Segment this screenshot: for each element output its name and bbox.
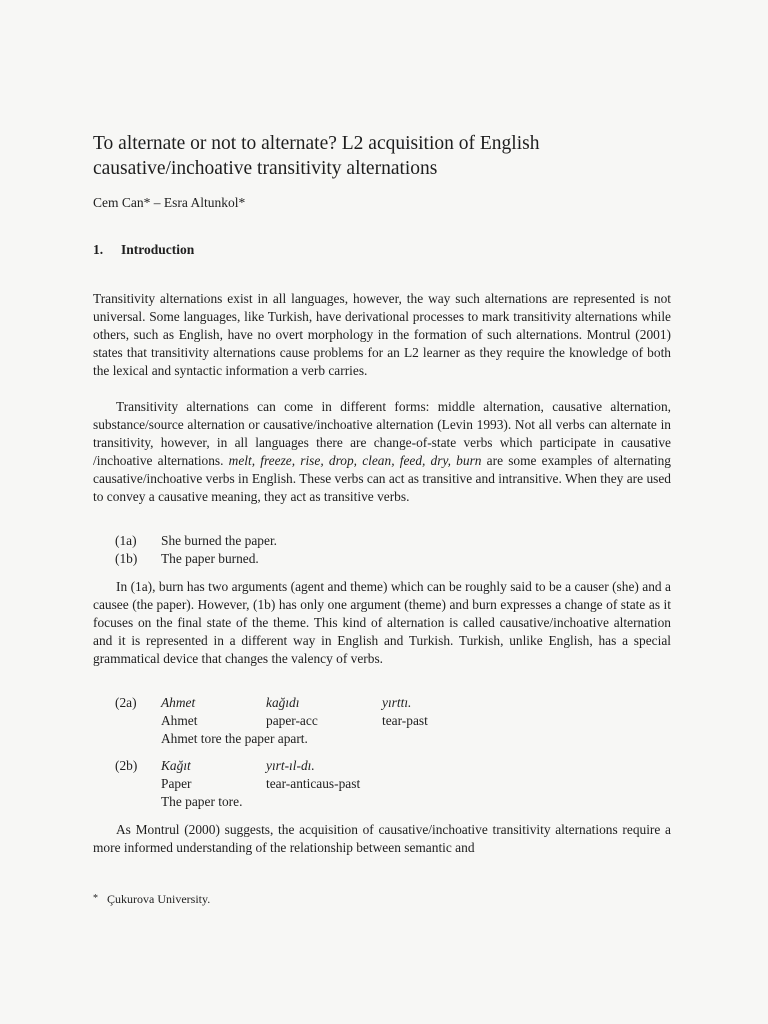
- example-1: [115, 532, 277, 568]
- paragraph-text: As Montrul (2000) suggests, the acquisition of causative/inchoative transitivity alternations require a more informed understanding of the relationship between semantic and: [93, 822, 671, 856]
- section-number: 1.: [93, 242, 104, 257]
- verb-examples: melt, freeze, rise, drop, clean, feed, dry, burn: [228, 453, 482, 469]
- example-2b: [115, 757, 382, 812]
- example-translation-row: [115, 730, 428, 748]
- example-sentence: The paper burned.: [161, 551, 259, 567]
- example-row: [115, 550, 277, 568]
- example-number: (2b): [115, 758, 138, 773]
- paragraph-4: [93, 821, 671, 857]
- footnote-text: Çukurova University.: [107, 892, 211, 906]
- paragraph-text: Transitivity alternations can come in different forms: middle alternation, causative alternation, substance/source alternation or causative/inchoative alternation (Levin 1993). Not all verbs can alternate in transitivity, however, in all languages there are change-of-state verbs which participate in causative /inchoative alternations.: [93, 399, 671, 469]
- example-translation: The paper tore.: [161, 794, 243, 810]
- example-translation: Ahmet tore the paper apart.: [161, 731, 308, 747]
- example-number: (1b): [115, 551, 138, 567]
- example-words-row: [115, 757, 382, 775]
- example-word: Kağıt: [161, 758, 191, 773]
- paragraph-2: [93, 398, 671, 507]
- section-heading: [93, 241, 194, 259]
- example-gloss-row: [115, 775, 382, 793]
- author-line: Cem Can* – Esra Altunkol*: [93, 195, 246, 210]
- example-word: yırt-ıl-dı.: [266, 758, 315, 773]
- paragraph-text: Transitivity alternations exist in all languages, however, the way such alternations are represented is not universal. Some languages, like Turkish, have derivational processes to mark transitivity alternations while others, such as English, have no overt morphology in the formation of such alternations. Montrul (2001) states that transitivity alternations cause problems for an L2 learner as they require the knowledge of both the lexical and syntactic information a verb carries.: [93, 291, 671, 379]
- example-gloss: tear-anticaus-past: [266, 776, 361, 792]
- paper-title: To alternate or not to alternate? L2 acquisition of English causative/inchoative transitivity alternations: [93, 133, 540, 179]
- example-word: Ahmet: [161, 695, 196, 710]
- example-row: [115, 532, 277, 550]
- paragraph-text: are some examples of alternating causative/inchoative verbs in English. These verbs can act as transitive and intransitive. When they are used to convey a causative meaning, they act as transitive verbs.: [93, 453, 671, 505]
- example-gloss: paper-acc: [266, 713, 318, 729]
- example-number: (1a): [115, 533, 137, 548]
- example-gloss-row: [115, 712, 428, 730]
- paragraph-3: [93, 578, 671, 668]
- example-word: yırttı.: [382, 695, 412, 710]
- example-word: kağıdı: [266, 695, 300, 710]
- example-translation-row: [115, 793, 382, 811]
- paragraph-1: [93, 290, 671, 380]
- example-2a: [115, 694, 428, 749]
- example-gloss: Ahmet: [161, 713, 198, 729]
- footnote-mark: *: [93, 893, 98, 904]
- example-sentence: She burned the paper.: [161, 533, 278, 548]
- section-title: Introduction: [121, 242, 195, 257]
- footnote: [93, 891, 210, 907]
- example-words-row: [115, 694, 428, 712]
- paragraph-text: In (1a), burn has two arguments (agent and theme) which can be roughly said to be a causer (she) and a causee (the paper). However, (1b) has only one argument (theme) and burn expresses a change of state as it focuses on the final state of the theme. This kind of alternation is called causative/inchoative alternation and it is represented in a different way in English and Turkish. Turkish, unlike English, has a special grammatical device that changes the valency of verbs.: [93, 579, 671, 667]
- example-gloss: tear-past: [382, 713, 428, 729]
- example-number: (2a): [115, 695, 137, 710]
- example-gloss: Paper: [161, 776, 192, 792]
